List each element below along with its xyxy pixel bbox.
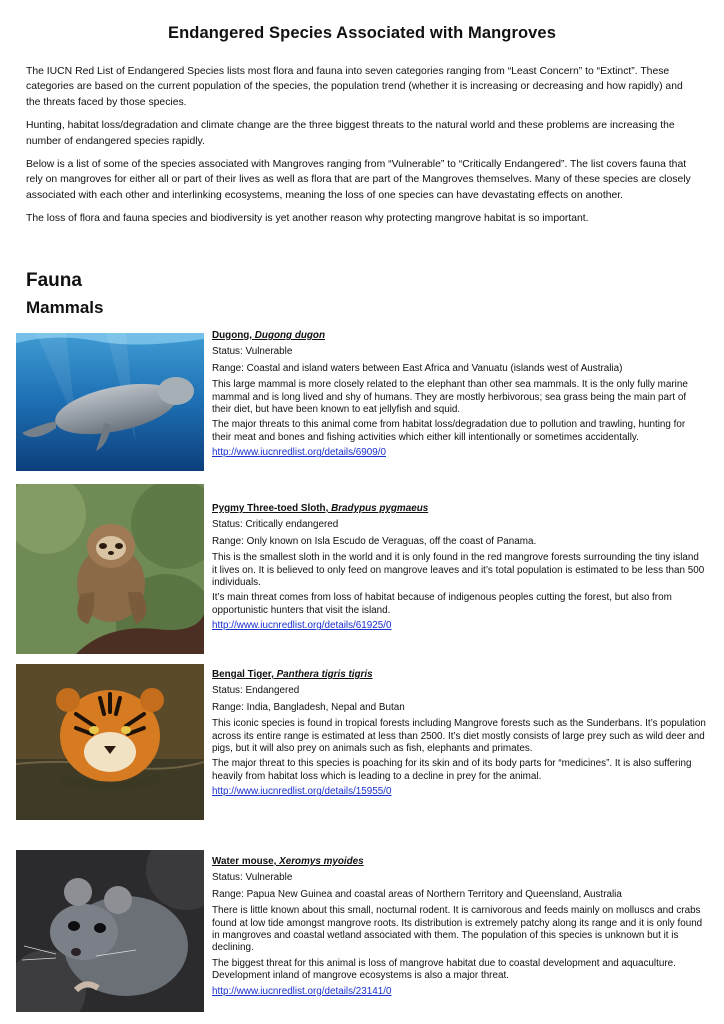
species-status: Status: Vulnerable (212, 872, 293, 884)
page-title: Endangered Species Associated with Mangroves (168, 24, 556, 42)
section-heading-fauna: Fauna (26, 270, 82, 291)
species-range: Range: Papua New Guinea and coastal areas of Northern Territory and Queensland, Australia (212, 888, 622, 900)
water-mouse-photo (16, 850, 204, 1012)
species-info (212, 503, 706, 633)
intro-text (26, 64, 698, 235)
species-name: Pygmy Three-toed Sloth, Bradypus pygmaeus (212, 503, 429, 514)
latin-name: Dugong dugon (254, 330, 325, 341)
species-name: Dugong, Dugong dugon (212, 330, 325, 341)
species-info (212, 856, 706, 998)
species-range: Range: Coastal and island waters between East Africa and Vanuatu (islands west of Australia) (212, 362, 623, 374)
latin-name: Xeromys myoides (279, 856, 364, 867)
species-status: Status: Critically endangered (212, 519, 339, 531)
species-status: Status: Vulnerable (212, 346, 293, 358)
species-status: Status: Endangered (212, 685, 300, 697)
species-name: Bengal Tiger, Panthera tigris tigris (212, 669, 373, 680)
dugong-photo (16, 333, 204, 471)
species-threats: The major threats to this animal come from habitat loss/degradation due to pollution and trawling, hunting for their meat and bones and fishing activities which either kill intentionally or sometimes accidentally. (212, 419, 686, 443)
species-range: Range: India, Bangladesh, Nepal and Butan (212, 701, 405, 713)
iucn-link[interactable]: http://www.iucnredlist.org/details/15955/0 (212, 786, 392, 798)
species-info (212, 330, 706, 460)
tiger-photo (16, 664, 204, 820)
species-threats: The biggest threat for this animal is loss of mangrove habitat due to coastal development and aquaculture. Development inland of mangrove ecosystems is also a major threat. (212, 957, 676, 982)
species-info (212, 669, 706, 799)
species-threats: The major threat to this species is poaching for its skin and of its body parts for “medicines”. It is also suffering heavily from habitat loss which is leading to a decline in prey for the animal. (212, 758, 692, 782)
latin-name: Bradypus pygmaeus (331, 503, 429, 514)
species-description: This large mammal is more closely related to the elephant than other sea mammals. It is the only fully marine mammal and is long lived and shy of humans. They are mostly herbivorous; sea grass being the main part of their diet, but have been known to eat jellyfish and squid. (212, 379, 688, 416)
subsection-heading-mammals: Mammals (26, 298, 104, 317)
species-description: There is little known about this small, nocturnal rodent. It is carnivorous and feeds mainly on molluscs and crabs found at low tide amongst mangrove roots. Its distribution is extremely patchy along its range and it is only found in mangroves and coastal wetland associated with them. The population of this species is unknown but it is declining. (212, 905, 703, 954)
species-description: This iconic species is found in tropical forests including Mangrove forests such as the Sunderbans. It’s population across its entire range is estimated at less than 2500. It’s diet mostly consists of large prey such as wild deer and pigs, but it will also prey on animals such as fish, elephants and primates. (212, 718, 706, 755)
intro-paragraph: Hunting, habitat loss/degradation and climate change are the three biggest threats to the natural world and these problems are increasing the number of endangered species rapidly. (26, 120, 675, 147)
species-threats: It’s main threat comes from loss of habitat because of indigenous peoples cutting the forest, but also from opportunistic hunters that visit the island. (212, 592, 672, 616)
intro-paragraph: Below is a list of some of the species associated with Mangroves ranging from “Vulnerable” to “Critically Endangered”. The list covers fauna that rely on mangroves for either all or part of their lives as well as flora that are part of the Mangroves themselves. Many of these species are closely associated with each other and interlinking ecosystems, meaning the loss of one species can have devastating effects on another. (26, 159, 691, 201)
latin-name: Panthera tigris tigris (276, 669, 373, 680)
species-name: Water mouse, Xeromys myoides (212, 856, 364, 867)
iucn-link[interactable]: http://www.iucnredlist.org/details/61925/0 (212, 620, 392, 632)
species-description: This is the smallest sloth in the world and it is only found in the red mangrove forests surrounding the tiny island it lives on. It is believed to only feed on mangrove leaves and it’s total population is estimated to be less than 500 individuals. (212, 552, 705, 589)
intro-paragraph: The loss of flora and fauna species and biodiversity is yet another reason why protecting mangrove habitat is so important. (26, 213, 589, 225)
iucn-link[interactable]: http://www.iucnredlist.org/details/23141/0 (212, 985, 392, 997)
sloth-photo (16, 484, 204, 654)
species-range: Range: Only known on Isla Escudo de Veraguas, off the coast of Panama. (212, 535, 537, 547)
intro-paragraph: The IUCN Red List of Endangered Species lists most flora and fauna into seven categories ranging from “Least Concern” to “Extinct”. These categories are based on the current population of the species, the population trend (whether it is increasing or decreasing and how rapidly) and the threats faced by those species. (26, 66, 683, 108)
iucn-link[interactable]: http://www.iucnredlist.org/details/6909/0 (212, 447, 387, 459)
